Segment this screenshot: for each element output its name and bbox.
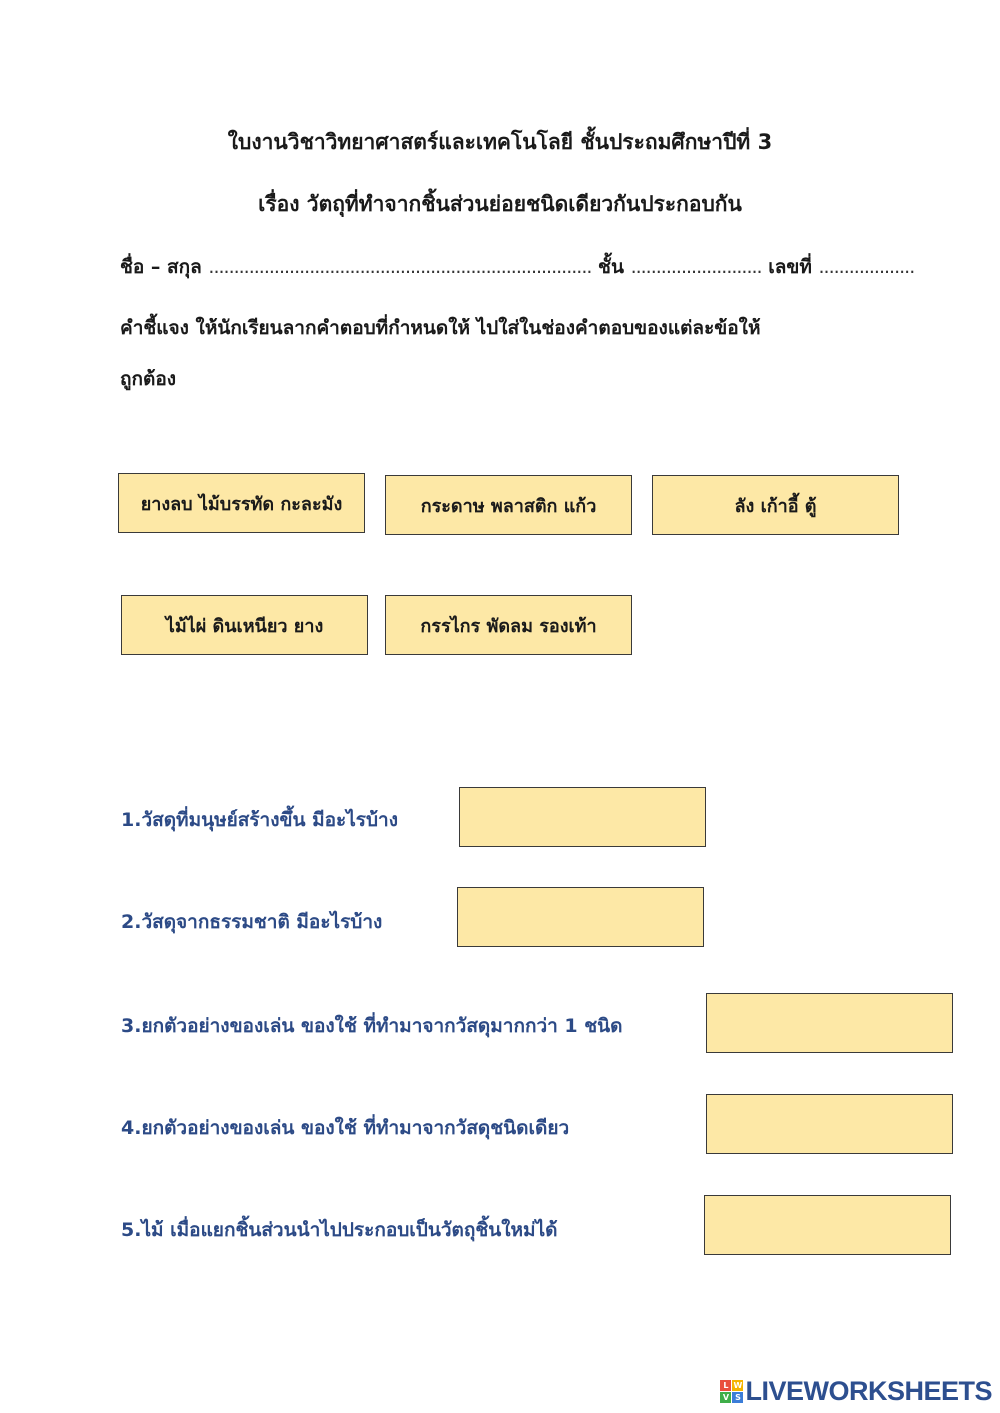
answer-option-4[interactable]: ไม้ไผ่ ดินเหนียว ยาง [121,595,368,655]
answer-option-3[interactable]: ลัง เก้าอี้ ตู้ [652,475,899,535]
answer-drop-1[interactable] [459,787,706,847]
class-blank: .......................... [630,256,762,278]
liveworksheets-logo [720,1376,992,1407]
logo-cell: V [720,1392,731,1403]
logo-grid-icon [720,1380,743,1403]
question-5: 5.ไม้ เมื่อแยกชิ้นส่วนนำไปประกอบเป็นวัตถุชิ้นใหม่ได้ [121,1219,558,1241]
brand-name: LIVEWORKSHEETS [745,1376,992,1406]
question-4: 4.ยกตัวอย่างของเล่น ของใช้ ที่ทำมาจากวัสดุชนิดเดียว [121,1117,570,1139]
answer-option-1[interactable]: ยางลบ ไม้บรรทัด กะละมัง [118,473,365,533]
instructions-line-1: คำชี้แจง ให้นักเรียนลากคำตอบที่กำหนดให้ ไปใส่ในช่องคำตอบของแต่ละข้อให้ [120,317,761,339]
name-blank: ............................................................................ [208,256,592,278]
student-info-line [120,252,914,282]
question-3: 3.ยกตัวอย่างของเล่น ของใช้ ที่ทำมาจากวัสดุมากกว่า 1 ชนิด [121,1015,623,1037]
answer-drop-3[interactable] [706,993,953,1053]
logo-cell: S [732,1392,743,1403]
logo-cell: W [733,1381,743,1390]
logo-cell: L [720,1380,731,1391]
number-label: เลขที่ [768,256,812,278]
worksheet-subject: เรื่อง วัตถุที่ทำจากชิ้นส่วนย่อยชนิดเดียวกันประกอบกัน [258,192,742,216]
answer-option-5[interactable]: กรรไกร พัดลม รองเท้า [385,595,632,655]
answer-drop-5[interactable] [704,1195,951,1255]
answer-option-2[interactable]: กระดาษ พลาสติก แก้ว [385,475,632,535]
name-label: ชื่อ – สกุล [120,256,202,278]
class-label: ชั้น [598,256,624,278]
instructions-line-2: ถูกต้อง [120,368,177,390]
number-blank: ................... [818,256,915,278]
answer-drop-2[interactable] [457,887,704,947]
question-2: 2.วัสดุจากธรรมชาติ มีอะไรบ้าง [121,911,383,933]
answer-drop-4[interactable] [706,1094,953,1154]
worksheet-title: ใบงานวิชาวิทยาศาสตร์และเทคโนโลยี ชั้นประถมศึกษาปีที่ 3 [227,130,773,154]
question-1: 1.วัสดุที่มนุษย์สร้างขึ้น มีอะไรบ้าง [121,809,398,831]
